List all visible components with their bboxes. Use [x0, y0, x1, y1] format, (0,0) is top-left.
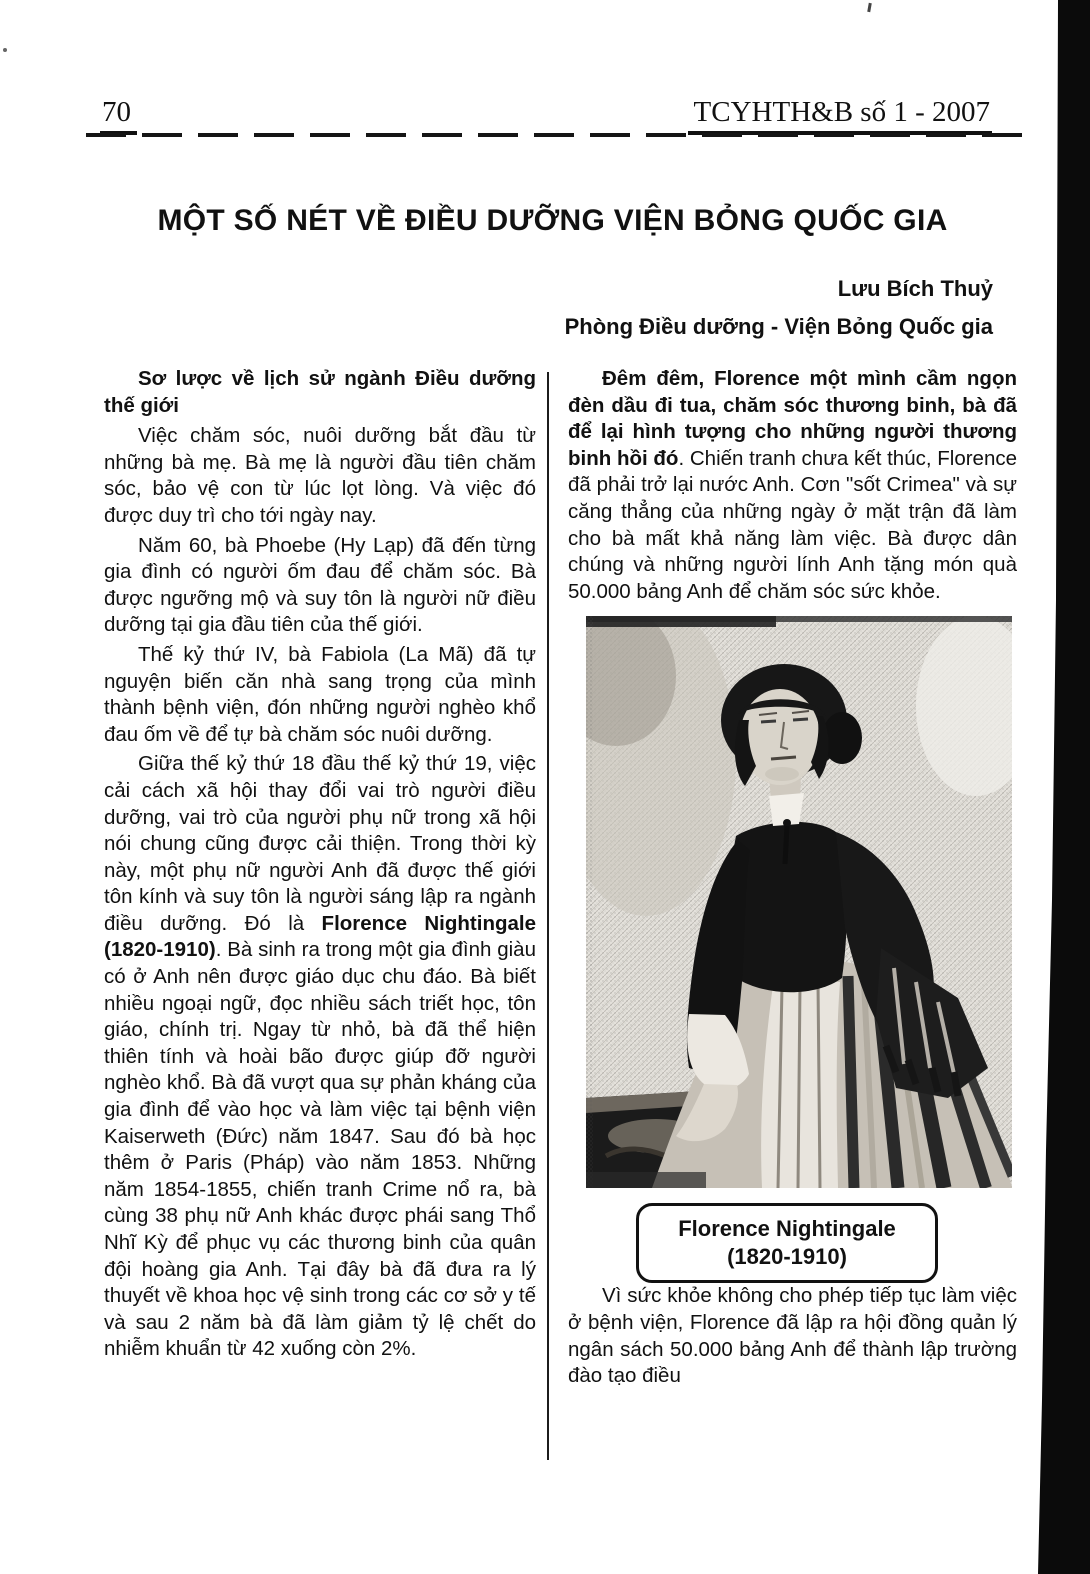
scan-speck [3, 48, 7, 52]
paragraph: Thế kỷ thứ IV, bà Fabiola (La Mã) đã tự nguyện biến căn nhà sang trọng của mình thành bệnh viện, đón những người nghèo khổ đau ốm về để tự bà chăm sóc nuôi dưỡng. [104, 642, 536, 746]
scan-edge-band [1030, 0, 1090, 1574]
caption-name: Florence Nightingale [678, 1216, 896, 1242]
page-number: 70 [100, 96, 137, 135]
paragraph: Vì sức khỏe không cho phép tiếp tục làm việc ở bệnh viện, Florence đã lập ra hội đồng quản lý ngân sách 50.000 bảng Anh để thành lập trường đào tạo điều [568, 1284, 1017, 1388]
left-column [104, 366, 536, 1366]
section-heading: Sơ lược về lịch sử ngành Điều dưỡng thế giới [104, 367, 536, 417]
dashed-rule [86, 133, 1038, 137]
article-title: MỘT SỐ NÉT VỀ ĐIỀU DƯỠNG VIỆN BỎNG QUỐC GIA [157, 204, 948, 237]
paragraph-text: Giữa thế kỷ thứ 18 đầu thế kỷ thứ 19, việc cải cách xã hội thay đổi vai trò người điều dưỡng, vai trò của người phụ nữ trong xã hội nói chung cũng được cải thiện. Trong thời kỳ này, một phụ nữ người Anh đã được thế giới tôn kính và suy tôn là người sáng lập ra ngành điều dưỡng. Đó là [104, 752, 536, 935]
florence-name-bold: Florence Nightingale (1820-1910) [104, 911, 536, 962]
author-name: Lưu Bích Thuỷ [837, 276, 993, 301]
scan-speck [867, 3, 872, 12]
paragraph: Năm 60, bà Phoebe (Hy Lạp) đã đến từng gia đình có người ốm đau để chăm sóc. Bà được ngưỡng mộ và suy tôn là người nữ điều dưỡng tại gia đầu tiên của thế giới. [104, 533, 536, 637]
journal-issue: TCYHTH&B số 1 - 2007 [688, 96, 992, 135]
photo-caption-box [636, 1203, 938, 1283]
paragraph [104, 751, 536, 1363]
paragraph [568, 366, 1017, 605]
paragraph-text: . Chiến tranh chưa kết thúc, Florence đã phải trở lại nước Anh. Cơn "sốt Crimea" và sự căng thẳng của những ngày ở mặt trận đã làm cho bà mất khả năng làm việc. Bà được dân chúng và những người lính Anh tặng món quà 50.000 bảng Anh để chăm sóc sức khỏe. [568, 446, 1017, 603]
author-affiliation: Phòng Điều dưỡng - Viện Bỏng Quốc gia [564, 314, 993, 339]
column-divider [547, 372, 549, 1460]
florence-photo [586, 616, 1012, 1188]
paragraph-text: . Bà sinh ra trong một gia đình giàu có ở Anh nên được giáo dục chu đáo. Bà biết nhiều ngoại ngữ, đọc nhiều sách triết học, tôn giáo, chính trị. Ngay từ nhỏ, bà đã thể hiện thiên tính và hoài bão được giúp đỡ người nghèo khổ. Bà đã vượt qua sự phản kháng của gia đình để vào học và làm việc tại bệnh viện Kaiserweth (Đức) năm 1847. Sau đó bà học thêm ở Paris (Pháp) vào năm 1853. Những năm 1854-1855, chiến tranh Crime nổ ra, bà cùng 38 phụ nữ Anh khác được phái sang Thổ Nhĩ Kỳ để phục vụ các thương binh của quân đội hoàng gia Anh. Tại đây bà đã đưa ra lý thuyết về khoa học vệ sinh trong các cơ sở y tế và sau 2 năm bà đã làm giảm tỷ lệ chết do nhiễm khuẩn từ 42 xuống còn 2%. [104, 938, 536, 1361]
caption-years: (1820-1910) [727, 1244, 847, 1270]
right-column [568, 366, 1017, 1393]
paragraph: Việc chăm sóc, nuôi dưỡng bắt đầu từ những bà mẹ. Bà mẹ là người đầu tiên chăm sóc, bảo vệ con từ lúc lọt lòng. Và việc đó được duy trì cho tới ngày nay. [104, 424, 536, 527]
byline [565, 276, 993, 340]
lead-bold-text: Đêm đêm, Florence một mình cầm ngọn đèn dầu đi tua, chăm sóc thương binh, bà đã để lại hình tượng cho những người thương binh hồi đó [568, 367, 1017, 470]
